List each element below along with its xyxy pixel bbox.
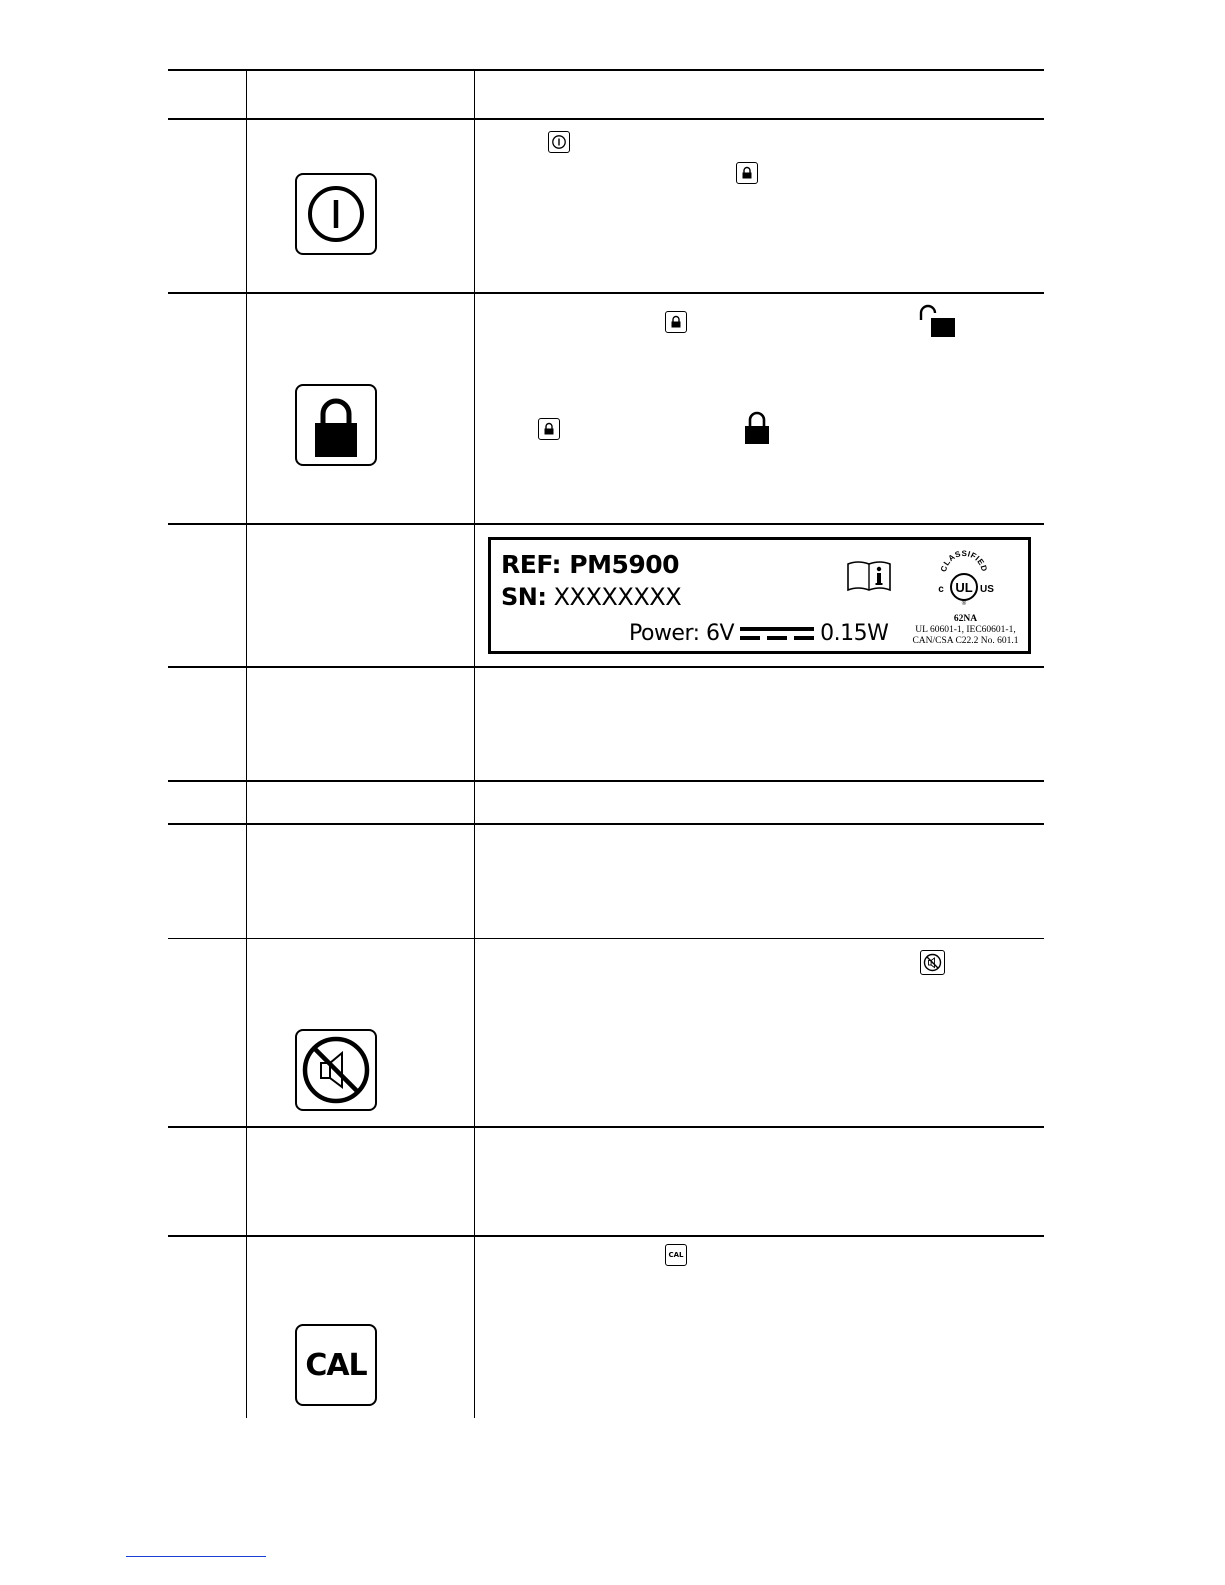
ul-standards-line2: CAN/CSA C22.2 No. 601.1 [912, 636, 1019, 646]
row-rule [168, 823, 1044, 825]
row-rule [168, 292, 1044, 294]
ref-number [501, 550, 679, 579]
instructions-manual-icon [846, 558, 892, 599]
sn-label: SN: [501, 583, 547, 611]
row-rule [168, 1235, 1044, 1237]
ul-registered: ® [961, 601, 967, 607]
ul-left: c [938, 584, 944, 595]
power-icon [548, 131, 570, 153]
ul-classified-mark [934, 550, 994, 610]
row-rule [168, 780, 1044, 782]
row-rule [168, 523, 1044, 525]
direct-current-icon [740, 625, 814, 643]
cal-small-label: CAL [668, 1251, 684, 1259]
mute-icon [920, 950, 945, 975]
header-bottom-rule [168, 118, 1044, 120]
unlock-icon [917, 304, 955, 343]
device-rating-label [488, 537, 1031, 654]
row-rule [168, 1126, 1044, 1128]
ul-top-text: CLASSIFIED [939, 550, 989, 573]
table-top-rule [168, 69, 1044, 71]
footer-link-underline[interactable] [126, 1556, 266, 1557]
calibration-button-icon [295, 1324, 377, 1406]
alarm-silence-button-icon [295, 1029, 377, 1111]
svg-text:CLASSIFIED [939, 550, 989, 573]
keylock-button-icon [295, 384, 377, 466]
lock-icon [538, 418, 560, 440]
power-button-icon [295, 173, 377, 255]
ul-standards [903, 614, 1028, 647]
column-divider [246, 70, 247, 1418]
ul-code: 62NA [953, 614, 978, 624]
power-rating [629, 621, 888, 646]
ul-right: US [980, 584, 994, 595]
power-label: Power: 6V [629, 621, 735, 646]
row-rule [168, 938, 1044, 939]
sn-value: XXXXXXXX [553, 583, 682, 611]
cal-label: CAL [305, 1347, 367, 1383]
ref-value: PM5900 [569, 550, 680, 579]
ref-label: REF: [501, 550, 562, 579]
column-divider [474, 70, 475, 1418]
ul-center: UL [955, 580, 973, 595]
row-rule [168, 666, 1044, 668]
ul-standards-line1: UL 60601-1, IEC60601-1, [915, 625, 1016, 635]
serial-number [501, 583, 681, 611]
power-value: 0.15W [820, 621, 889, 646]
cal-icon [665, 1244, 687, 1266]
lock-icon [736, 162, 758, 184]
lock-icon [744, 410, 770, 449]
lock-icon [665, 311, 687, 333]
